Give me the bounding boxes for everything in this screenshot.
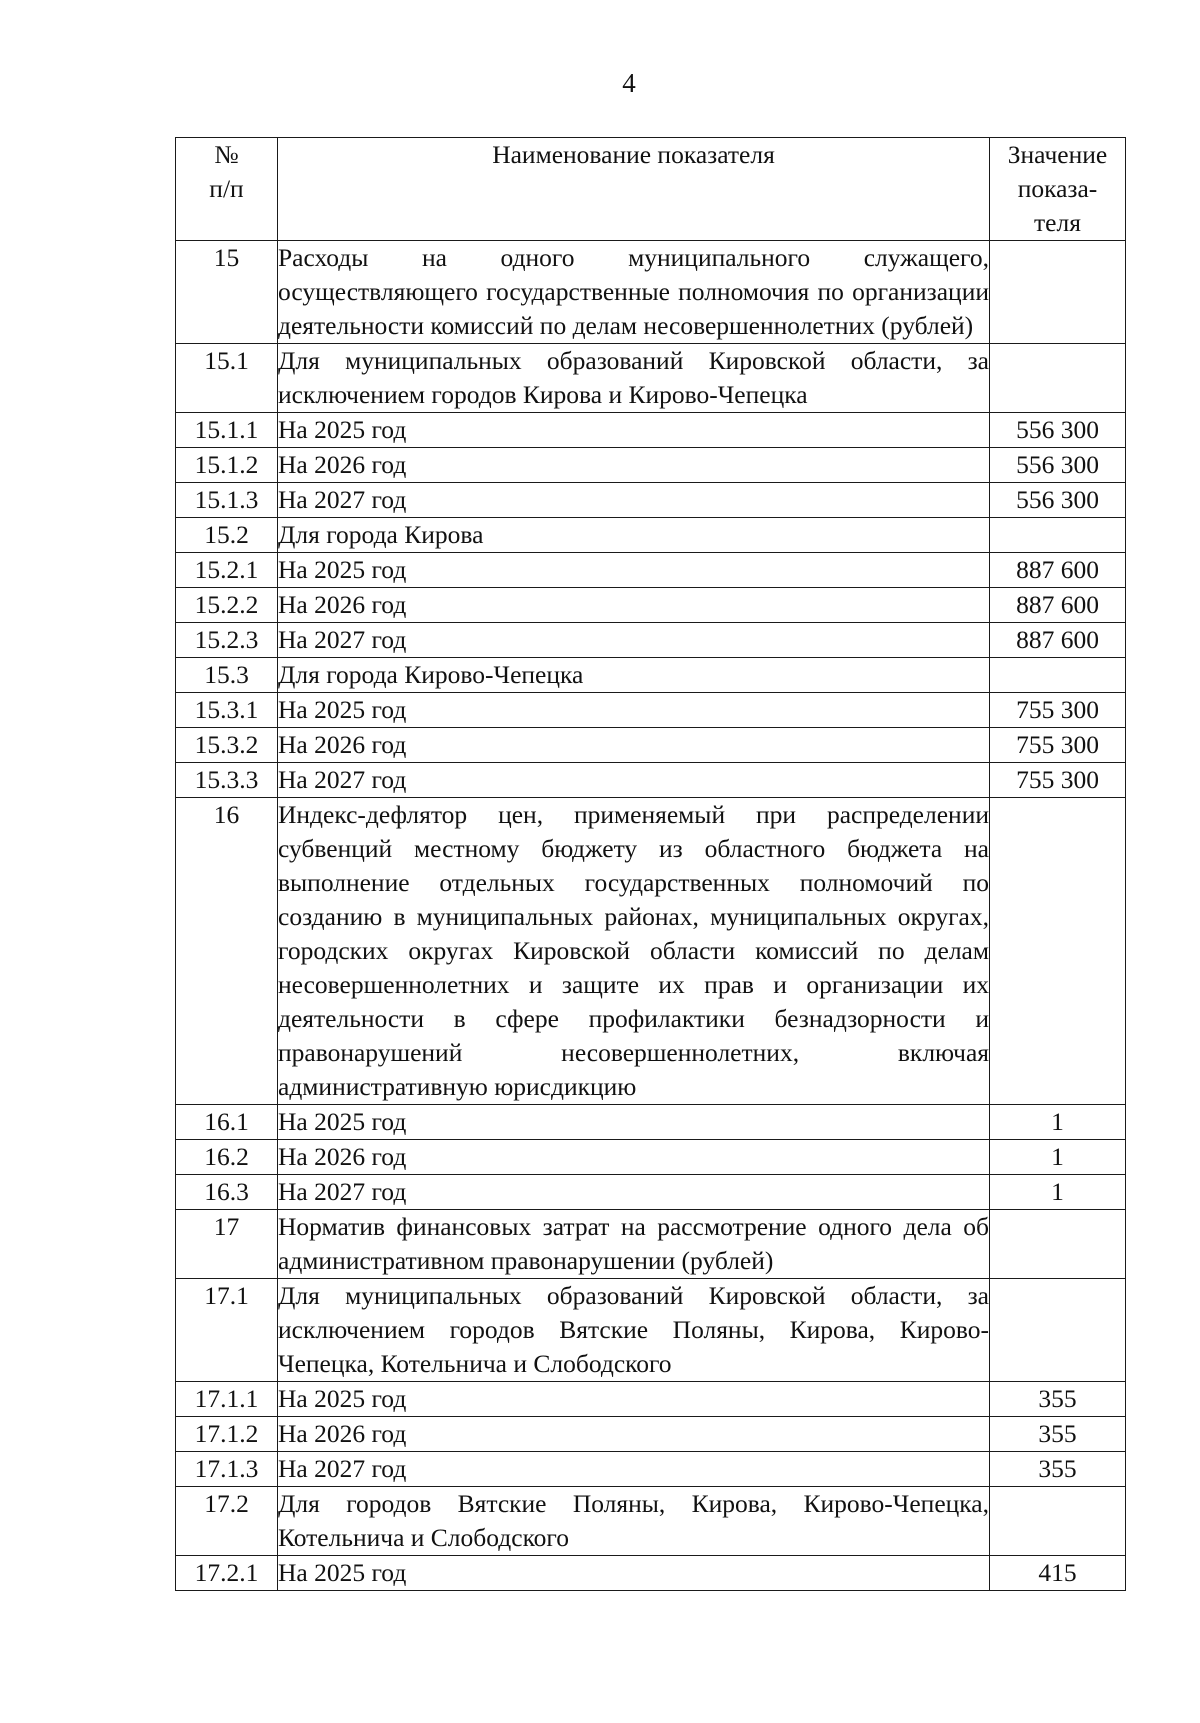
table-row <box>176 1382 1126 1417</box>
row-name: На 2027 год <box>278 1175 990 1210</box>
row-number: 17.1.1 <box>176 1382 278 1417</box>
row-value: 755 300 <box>990 693 1126 728</box>
row-value: 1 <box>990 1105 1126 1140</box>
row-number: 15.3.2 <box>176 728 278 763</box>
row-number: 15.1.2 <box>176 448 278 483</box>
row-name: На 2027 год <box>278 1452 990 1487</box>
row-value: 887 600 <box>990 588 1126 623</box>
row-value: 755 300 <box>990 763 1126 798</box>
row-number: 15 <box>176 241 278 344</box>
row-value <box>990 1210 1126 1279</box>
row-name: На 2027 год <box>278 763 990 798</box>
row-value: 556 300 <box>990 448 1126 483</box>
row-name: Индекс-дефлятор цен, применяемый при распределении субвенций местному бюджету из областного бюджета на выполнение отдельных государственных полномочий по созданию в муниципальных районах, муниципальных округах, городских округах Кировской области комиссий по делам несовершеннолетних и защите их прав и организации их деятельности в сфере профилактики безнадзорности и правонарушений несовершеннолетних, включая административную юрисдикцию <box>278 798 990 1105</box>
table-row <box>176 588 1126 623</box>
row-value: 556 300 <box>990 413 1126 448</box>
row-number: 15.1.1 <box>176 413 278 448</box>
row-name: На 2026 год <box>278 728 990 763</box>
row-number: 17.1.3 <box>176 1452 278 1487</box>
row-number: 16.3 <box>176 1175 278 1210</box>
row-value <box>990 658 1126 693</box>
row-name: На 2027 год <box>278 483 990 518</box>
row-name: Для муниципальных образований Кировской области, за исключением городов Кирова и Кирово-Чепецка <box>278 344 990 413</box>
row-value <box>990 1487 1126 1556</box>
row-value: 887 600 <box>990 553 1126 588</box>
row-value <box>990 344 1126 413</box>
table-row <box>176 763 1126 798</box>
row-value: 556 300 <box>990 483 1126 518</box>
row-value: 1 <box>990 1175 1126 1210</box>
table-row <box>176 658 1126 693</box>
row-value <box>990 1279 1126 1382</box>
row-number: 15.2 <box>176 518 278 553</box>
table-row <box>176 241 1126 344</box>
table-row <box>176 1140 1126 1175</box>
table-row <box>176 1487 1126 1556</box>
page-number: 4 <box>622 68 636 98</box>
row-value: 355 <box>990 1452 1126 1487</box>
row-number: 15.2.1 <box>176 553 278 588</box>
table-row <box>176 798 1126 1105</box>
indicators-table <box>175 137 1126 1591</box>
row-value <box>990 518 1126 553</box>
table-row <box>176 1210 1126 1279</box>
row-number: 15.1 <box>176 344 278 413</box>
header-indicator-name: Наименование показателя <box>278 138 990 241</box>
table-row <box>176 1105 1126 1140</box>
row-number: 17.1.2 <box>176 1417 278 1452</box>
row-number: 15.3.3 <box>176 763 278 798</box>
row-name: На 2026 год <box>278 1140 990 1175</box>
row-name: Для города Кирова <box>278 518 990 553</box>
row-name: На 2025 год <box>278 553 990 588</box>
row-number: 16 <box>176 798 278 1105</box>
row-number: 16.2 <box>176 1140 278 1175</box>
row-name: Норматив финансовых затрат на рассмотрение одного дела об административном правонарушении (рублей) <box>278 1210 990 1279</box>
row-number: 15.3 <box>176 658 278 693</box>
row-value: 1 <box>990 1140 1126 1175</box>
row-name: На 2025 год <box>278 693 990 728</box>
row-value: 887 600 <box>990 623 1126 658</box>
row-number: 17.2 <box>176 1487 278 1556</box>
row-name: Расходы на одного муниципального служащего, осуществляющего государственные полномочия по организации деятельности комиссий по делам несовершеннолетних (рублей) <box>278 241 990 344</box>
row-name: На 2025 год <box>278 1382 990 1417</box>
row-number: 17.2.1 <box>176 1556 278 1591</box>
table-row <box>176 1175 1126 1210</box>
row-name: На 2025 год <box>278 1556 990 1591</box>
table-row <box>176 1417 1126 1452</box>
row-number: 15.3.1 <box>176 693 278 728</box>
table-row <box>176 413 1126 448</box>
table-row <box>176 693 1126 728</box>
row-value: 415 <box>990 1556 1126 1591</box>
row-value: 355 <box>990 1417 1126 1452</box>
row-name: Для муниципальных образований Кировской области, за исключением городов Вятские Поляны, Кирова, Кирово-Чепецка, Котельнича и Слободского <box>278 1279 990 1382</box>
row-number: 15.1.3 <box>176 483 278 518</box>
table-row <box>176 1452 1126 1487</box>
table-row <box>176 483 1126 518</box>
table-row <box>176 1279 1126 1382</box>
header-indicator-value: Значение показа- теля <box>990 138 1126 241</box>
row-value: 755 300 <box>990 728 1126 763</box>
row-value: 355 <box>990 1382 1126 1417</box>
table-row <box>176 344 1126 413</box>
row-name: На 2025 год <box>278 413 990 448</box>
header-number: № п/п <box>176 138 278 241</box>
row-name: На 2026 год <box>278 448 990 483</box>
row-number: 16.1 <box>176 1105 278 1140</box>
table-row <box>176 1556 1126 1591</box>
table-row <box>176 448 1126 483</box>
row-name: На 2026 год <box>278 588 990 623</box>
row-number: 15.2.3 <box>176 623 278 658</box>
table-row <box>176 518 1126 553</box>
row-name: На 2025 год <box>278 1105 990 1140</box>
row-name: Для городов Вятские Поляны, Кирова, Кирово-Чепецка, Котельнича и Слободского <box>278 1487 990 1556</box>
row-name: На 2027 год <box>278 623 990 658</box>
table-header-row <box>176 138 1126 241</box>
row-name: Для города Кирово-Чепецка <box>278 658 990 693</box>
row-name: На 2026 год <box>278 1417 990 1452</box>
row-number: 17.1 <box>176 1279 278 1382</box>
table-row <box>176 553 1126 588</box>
table-row <box>176 728 1126 763</box>
row-value <box>990 798 1126 1105</box>
table-row <box>176 623 1126 658</box>
row-number: 15.2.2 <box>176 588 278 623</box>
row-value <box>990 241 1126 344</box>
row-number: 17 <box>176 1210 278 1279</box>
